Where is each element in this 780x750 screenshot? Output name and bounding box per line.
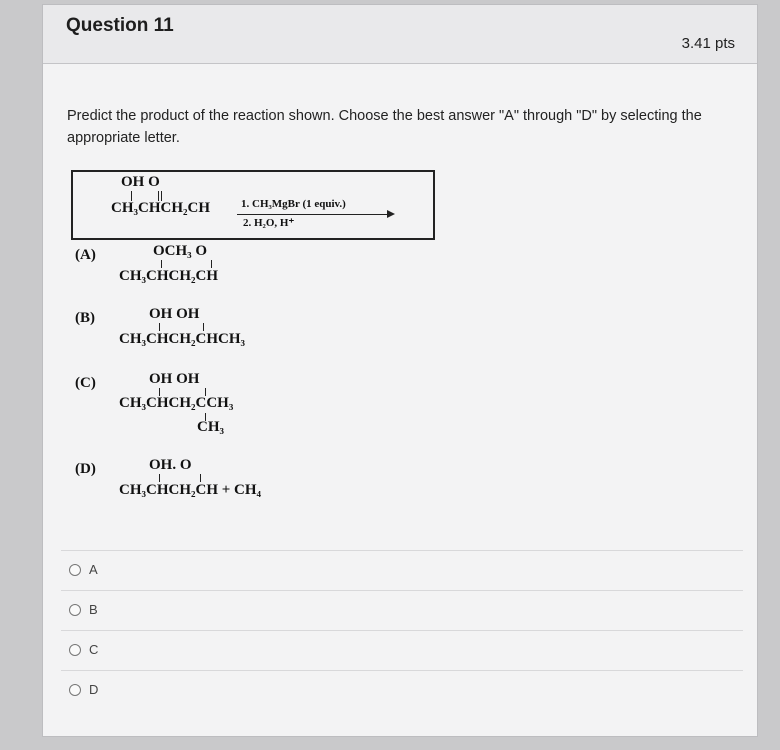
question-header bbox=[43, 5, 757, 64]
answer-label-b[interactable]: B bbox=[89, 602, 98, 617]
choice-a-structure: CH₃CHCH₂CH bbox=[119, 268, 218, 284]
divider bbox=[61, 670, 743, 671]
answer-label-a[interactable]: A bbox=[89, 562, 98, 577]
answer-label-d[interactable]: D bbox=[89, 682, 99, 697]
choice-c-letter: (C) bbox=[75, 375, 96, 391]
choice-c-structure: CH₃CHCH₂CCH₃ bbox=[119, 395, 234, 411]
choice-d-letter: (D) bbox=[75, 461, 96, 477]
choice-d-substituents: OH. O bbox=[149, 457, 192, 473]
bond-line bbox=[161, 260, 162, 268]
question-card bbox=[42, 4, 758, 737]
divider bbox=[61, 630, 743, 631]
points-label: 3.41 pts bbox=[681, 35, 735, 52]
divider bbox=[61, 550, 743, 551]
radio-b[interactable] bbox=[69, 604, 81, 616]
radio-c[interactable] bbox=[69, 644, 81, 656]
divider bbox=[61, 590, 743, 591]
choice-b-structure: CH₃CHCH₂CHCH₃ bbox=[119, 331, 245, 347]
arrow-head-icon bbox=[387, 210, 395, 218]
reagent-step-1: 1. CH₃MgBr (1 equiv.) bbox=[241, 198, 346, 210]
question-title: Question 11 bbox=[66, 15, 174, 36]
choice-a-letter: (A) bbox=[75, 247, 96, 263]
reaction-substituents: OH O bbox=[121, 174, 160, 190]
bond-line bbox=[203, 323, 204, 331]
choice-a-substituents: OCH₃ O bbox=[153, 243, 208, 259]
radio-d[interactable] bbox=[69, 684, 81, 696]
reagent-step-2: 2. H₂O, H⁺ bbox=[243, 217, 295, 229]
double-bond-line bbox=[211, 260, 212, 268]
question-prompt: Predict the product of the reaction shown. Choose the best answer "A" through "D" by selecting the appropriate letter. bbox=[67, 108, 702, 146]
bond-line bbox=[159, 323, 160, 331]
reaction-main-chain: CH₃CHCH₂CH bbox=[111, 200, 210, 216]
choice-d-structure: CH₃CHCH₂CH + CH₄ bbox=[119, 482, 262, 498]
answer-label-c[interactable]: C bbox=[89, 642, 99, 657]
choice-b-substituents: OH OH bbox=[149, 306, 200, 322]
bond-line bbox=[159, 474, 160, 482]
choice-c-substituents: OH OH bbox=[149, 371, 200, 387]
reaction-arrow bbox=[237, 214, 389, 215]
double-bond-line bbox=[200, 474, 201, 482]
choice-c-methyl: CH₃ bbox=[197, 419, 224, 435]
radio-a[interactable] bbox=[69, 564, 81, 576]
choice-b-letter: (B) bbox=[75, 310, 95, 326]
reaction-box bbox=[71, 170, 435, 240]
